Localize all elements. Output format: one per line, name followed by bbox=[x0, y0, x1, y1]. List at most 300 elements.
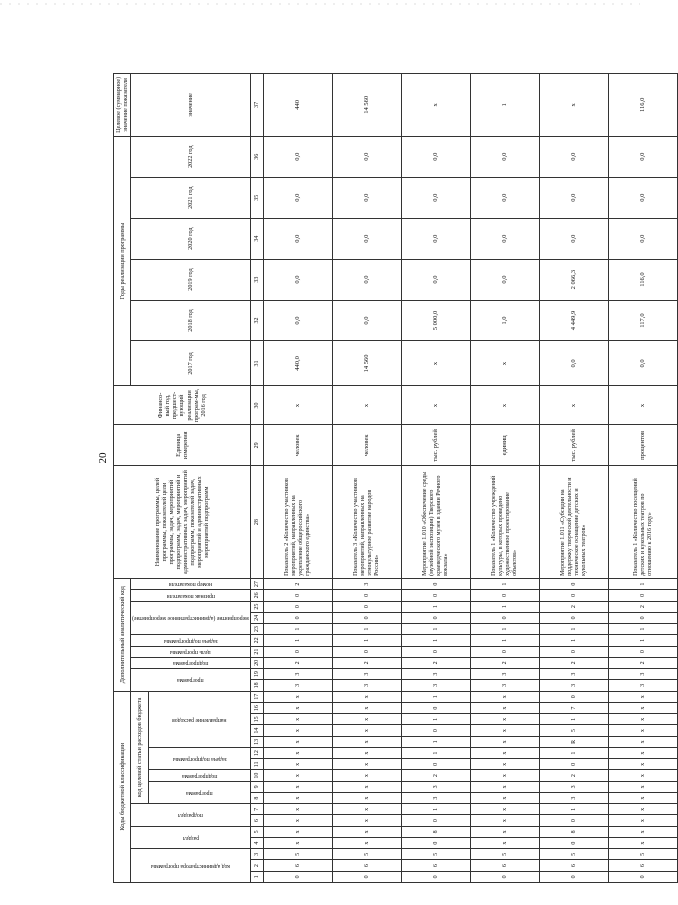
column-number: 18 bbox=[251, 680, 264, 691]
code-cell: 0 bbox=[402, 590, 471, 601]
table-row bbox=[540, 74, 609, 883]
column-number: 17 bbox=[251, 691, 264, 702]
column-number: 16 bbox=[251, 703, 264, 714]
column-number: 7 bbox=[251, 804, 264, 815]
code-cell: 6 bbox=[264, 860, 333, 871]
code-cell: х bbox=[471, 725, 540, 736]
code-cell: 2 bbox=[264, 578, 333, 589]
code-cell: 0 bbox=[402, 612, 471, 623]
code-cell: х bbox=[333, 714, 402, 725]
code-cell: х bbox=[333, 725, 402, 736]
table-row bbox=[264, 74, 333, 883]
code-cell: 0 bbox=[609, 612, 678, 623]
header-subsection-label: подраздел bbox=[178, 812, 204, 819]
code-cell: 5 bbox=[540, 849, 609, 860]
code-cell: 5 bbox=[402, 849, 471, 860]
row-year-value: х bbox=[471, 341, 540, 386]
row-target-value: х bbox=[540, 74, 609, 137]
row-year-value: 0,0 bbox=[540, 341, 609, 386]
code-cell: 0 bbox=[609, 871, 678, 882]
header-task-subprogram bbox=[149, 748, 251, 771]
column-number: 1 bbox=[251, 871, 264, 882]
code-cell: 3 bbox=[333, 578, 402, 589]
code-cell: 0 bbox=[402, 871, 471, 882]
code-cell: 0 bbox=[333, 871, 402, 882]
row-year-value: 0,0 bbox=[402, 177, 471, 218]
code-cell: 3 bbox=[402, 793, 471, 804]
code-cell: х bbox=[609, 725, 678, 736]
row-year-value: 0,0 bbox=[471, 218, 540, 259]
code-cell: 0 bbox=[540, 815, 609, 826]
code-cell: х bbox=[471, 838, 540, 849]
row-year-value: 0,0 bbox=[471, 259, 540, 300]
code-cell: 1 bbox=[609, 635, 678, 646]
code-cell: 1 bbox=[540, 804, 609, 815]
header-year-3: 2019 год bbox=[131, 259, 251, 300]
row-year-value: 0,0 bbox=[609, 341, 678, 386]
code-cell: х bbox=[471, 770, 540, 781]
header-program-goal-label: цель программы bbox=[170, 648, 211, 655]
row-name: Показатель 3 «Количество участников мероприятий, направленных на этнокультурное развитие народов России» bbox=[333, 466, 402, 579]
header-event-label: мероприятие (административное мероприятие) bbox=[132, 615, 250, 622]
row-year-value: 0,0 bbox=[540, 218, 609, 259]
code-cell: х bbox=[264, 748, 333, 759]
row-base-year: х bbox=[402, 386, 471, 425]
row-year-value: 4 449,9 bbox=[540, 300, 609, 341]
code-cell: 0 bbox=[540, 759, 609, 770]
code-cell: 0 bbox=[471, 612, 540, 623]
code-cell: 3 bbox=[540, 669, 609, 680]
row-year-value: 0,0 bbox=[402, 259, 471, 300]
code-cell: 6 bbox=[402, 860, 471, 871]
table-row bbox=[333, 74, 402, 883]
code-cell: х bbox=[609, 748, 678, 759]
code-cell: 2 bbox=[540, 657, 609, 668]
code-cell: 0 bbox=[540, 578, 609, 589]
row-unit: человек bbox=[264, 425, 333, 466]
header-indicator-type-label: признак показателя bbox=[166, 592, 215, 599]
code-cell: х bbox=[264, 838, 333, 849]
code-cell: 3 bbox=[402, 669, 471, 680]
row-year-value: 0,0 bbox=[333, 177, 402, 218]
code-cell: х bbox=[609, 804, 678, 815]
column-number: 2 bbox=[251, 860, 264, 871]
column-number: 11 bbox=[251, 759, 264, 770]
code-cell: 3 bbox=[540, 680, 609, 691]
row-year-value: 1,0 bbox=[471, 300, 540, 341]
code-cell: х bbox=[471, 826, 540, 837]
code-cell: х bbox=[609, 759, 678, 770]
column-number: 27 bbox=[251, 578, 264, 589]
code-cell: 0 bbox=[264, 612, 333, 623]
header-year-4: 2020 год bbox=[131, 218, 251, 259]
row-year-value: 0,0 bbox=[333, 218, 402, 259]
column-number: 10 bbox=[251, 770, 264, 781]
column-number: 13 bbox=[251, 736, 264, 747]
header-task bbox=[131, 635, 251, 646]
code-cell: 0 bbox=[540, 691, 609, 702]
code-cell: 3 bbox=[333, 669, 402, 680]
code-cell: 5 bbox=[333, 849, 402, 860]
row-name: Мероприятие 1.010 «Обеспечение среды (музейной экспозиции) Тверского краеведческого музея в здании Речного вокзала» bbox=[402, 466, 471, 579]
code-cell: 0 bbox=[333, 590, 402, 601]
column-number: 26 bbox=[251, 590, 264, 601]
header-expense-direction bbox=[149, 691, 251, 747]
header-add-subprogram bbox=[131, 657, 251, 668]
row-year-value: 440,0 bbox=[264, 341, 333, 386]
row-year-value: 0,0 bbox=[609, 136, 678, 177]
row-year-value: 117,0 bbox=[609, 300, 678, 341]
row-year-value: 0,0 bbox=[402, 218, 471, 259]
column-number: 21 bbox=[251, 646, 264, 657]
header-name: Наименование программы, целей программы, показателей цели программы, задач, мероприятий подпрограмм, задач, мероприятий и административных задач, мероприятий подпрограмм, показателей задач, мероприятий и административных мероприятий подпрограмм bbox=[114, 466, 251, 579]
code-cell: 3 bbox=[471, 680, 540, 691]
code-cell: 1 bbox=[402, 748, 471, 759]
header-expense-direction-label: направление расходов bbox=[172, 716, 227, 723]
column-number: 8 bbox=[251, 793, 264, 804]
row-base-year: х bbox=[471, 386, 540, 425]
header-program-years: Годы реализации программы bbox=[114, 136, 131, 386]
code-cell: 0 bbox=[471, 871, 540, 882]
row-name: Показатель 1 «Количество учреждений культуры, в которых проведено художественное проектирование объектов» bbox=[471, 466, 540, 579]
table-row bbox=[402, 74, 471, 883]
row-unit: человек bbox=[333, 425, 402, 466]
code-cell: 0 bbox=[333, 601, 402, 612]
code-cell: х bbox=[609, 770, 678, 781]
code-cell: 0 bbox=[540, 838, 609, 849]
header-event bbox=[131, 601, 251, 635]
header-indicator-number-label: номер показателя bbox=[169, 581, 213, 588]
column-number: 4 bbox=[251, 838, 264, 849]
header-subprogram-label: подпрограмма bbox=[181, 772, 218, 779]
column-number: 23 bbox=[251, 624, 264, 635]
code-cell: 1 bbox=[540, 714, 609, 725]
code-cell: 6 bbox=[540, 860, 609, 871]
header-indicator-number bbox=[131, 578, 251, 589]
code-cell: х bbox=[471, 793, 540, 804]
budget-program-table bbox=[113, 73, 678, 883]
code-cell: 3 bbox=[471, 669, 540, 680]
column-number: 5 bbox=[251, 826, 264, 837]
code-cell: х bbox=[264, 759, 333, 770]
code-cell: х bbox=[264, 815, 333, 826]
column-number: 12 bbox=[251, 748, 264, 759]
code-cell: 0 bbox=[609, 646, 678, 657]
code-cell: 3 bbox=[402, 781, 471, 792]
code-cell: 0 bbox=[264, 601, 333, 612]
column-number: 24 bbox=[251, 612, 264, 623]
row-year-value: 0,0 bbox=[264, 259, 333, 300]
row-unit: тыс. рублей bbox=[402, 425, 471, 466]
code-cell: 0 bbox=[402, 725, 471, 736]
code-cell: х bbox=[333, 781, 402, 792]
code-cell: х bbox=[471, 781, 540, 792]
column-number: 6 bbox=[251, 815, 264, 826]
column-number: 31 bbox=[251, 341, 264, 386]
code-cell: х bbox=[609, 826, 678, 837]
code-cell: 3 bbox=[402, 680, 471, 691]
code-cell: 2 bbox=[264, 657, 333, 668]
code-cell: х bbox=[609, 736, 678, 747]
code-cell: 2 bbox=[540, 770, 609, 781]
rotated-landscape-page bbox=[113, 73, 653, 883]
code-cell: х bbox=[333, 815, 402, 826]
code-cell: 0 bbox=[540, 871, 609, 882]
column-number: 25 bbox=[251, 601, 264, 612]
header-subsection bbox=[131, 804, 251, 827]
code-cell: х bbox=[264, 781, 333, 792]
row-base-year: х bbox=[540, 386, 609, 425]
code-cell: х bbox=[609, 838, 678, 849]
code-cell: 2 bbox=[402, 770, 471, 781]
code-cell: 1 bbox=[402, 601, 471, 612]
header-base-year: Финансо-вый год, предшест-вующий реализации програм-мы, 2016 год bbox=[114, 386, 251, 425]
column-number: 35 bbox=[251, 177, 264, 218]
row-target-value: 440 bbox=[264, 74, 333, 137]
code-cell: х bbox=[471, 815, 540, 826]
code-cell: 5 bbox=[471, 849, 540, 860]
header-target-article: код целевой статьи расходов бюджета bbox=[131, 691, 149, 804]
code-cell: 3 bbox=[264, 680, 333, 691]
header-indicator-type bbox=[131, 590, 251, 601]
code-cell: х bbox=[333, 793, 402, 804]
code-cell: х bbox=[471, 714, 540, 725]
code-cell: х bbox=[264, 804, 333, 815]
code-cell: 0 bbox=[540, 646, 609, 657]
code-cell: х bbox=[333, 703, 402, 714]
code-cell: 6 bbox=[471, 860, 540, 871]
row-year-value: 0,0 bbox=[333, 300, 402, 341]
code-cell: х bbox=[471, 748, 540, 759]
code-cell: х bbox=[264, 725, 333, 736]
row-year-value: 0,0 bbox=[264, 218, 333, 259]
column-number: 3 bbox=[251, 849, 264, 860]
scan-edge-noise bbox=[0, 0, 640, 8]
code-cell: 0 bbox=[264, 590, 333, 601]
code-cell: х bbox=[333, 770, 402, 781]
code-cell: х bbox=[471, 691, 540, 702]
code-cell: 5 bbox=[264, 849, 333, 860]
row-year-value: 0,0 bbox=[609, 218, 678, 259]
code-cell: R bbox=[540, 736, 609, 747]
row-year-value: 0,0 bbox=[264, 136, 333, 177]
code-cell: х bbox=[609, 781, 678, 792]
row-year-value: 0,0 bbox=[540, 177, 609, 218]
code-cell: 1 bbox=[609, 624, 678, 635]
column-number: 32 bbox=[251, 300, 264, 341]
row-target-value: 1 bbox=[471, 74, 540, 137]
code-cell: 1 bbox=[471, 578, 540, 589]
row-year-value: 0,0 bbox=[540, 136, 609, 177]
column-number: 29 bbox=[251, 425, 264, 466]
code-cell: х bbox=[333, 691, 402, 702]
code-cell: х bbox=[471, 736, 540, 747]
code-cell: х bbox=[333, 826, 402, 837]
column-number: 33 bbox=[251, 259, 264, 300]
column-number: 34 bbox=[251, 218, 264, 259]
code-cell: 3 bbox=[333, 680, 402, 691]
code-cell: 1 bbox=[402, 691, 471, 702]
code-cell: 0 bbox=[402, 815, 471, 826]
row-unit: тыс. рублей bbox=[540, 425, 609, 466]
code-cell: 1 bbox=[402, 714, 471, 725]
row-target-value: х bbox=[402, 74, 471, 137]
header-year-2: 2018 год bbox=[131, 300, 251, 341]
code-cell: 5 bbox=[540, 725, 609, 736]
code-cell: 2 bbox=[402, 657, 471, 668]
code-cell: 3 bbox=[264, 669, 333, 680]
row-year-value: 0,0 bbox=[333, 259, 402, 300]
header-task-label: задача подпрограммы bbox=[163, 637, 218, 644]
code-cell: х bbox=[264, 714, 333, 725]
code-cell: 2 bbox=[333, 657, 402, 668]
code-cell: 1 bbox=[402, 635, 471, 646]
column-number: 36 bbox=[251, 136, 264, 177]
column-number: 37 bbox=[251, 74, 264, 137]
code-cell: х bbox=[333, 736, 402, 747]
code-cell: 0 bbox=[471, 590, 540, 601]
code-cell: 3 bbox=[540, 793, 609, 804]
code-cell: 2 bbox=[609, 601, 678, 612]
header-subprogram bbox=[149, 770, 251, 781]
code-cell: х bbox=[264, 703, 333, 714]
row-target-value: 14 560 bbox=[333, 74, 402, 137]
code-cell: 1 bbox=[264, 624, 333, 635]
table-row bbox=[609, 74, 678, 883]
header-year-6: 2022 год bbox=[131, 136, 251, 177]
column-number: 19 bbox=[251, 669, 264, 680]
code-cell: 6 bbox=[333, 860, 402, 871]
code-cell: х bbox=[333, 759, 402, 770]
code-cell: 0 bbox=[471, 646, 540, 657]
code-cell: 0 bbox=[402, 646, 471, 657]
column-number: 9 bbox=[251, 781, 264, 792]
code-cell: 0 bbox=[540, 590, 609, 601]
table-row bbox=[471, 74, 540, 883]
header-target-sub: значение bbox=[131, 74, 251, 137]
code-cell: х bbox=[264, 770, 333, 781]
row-year-value: 0,0 bbox=[264, 300, 333, 341]
header-add-subprogram-label: подпрограмма bbox=[172, 660, 209, 667]
code-cell: 0 bbox=[333, 612, 402, 623]
code-cell: 3 bbox=[609, 680, 678, 691]
code-cell: 8 bbox=[540, 826, 609, 837]
header-budget-classification: Коды бюджетной классификации bbox=[114, 691, 131, 882]
code-cell: 1 bbox=[333, 624, 402, 635]
code-cell: 5 bbox=[609, 849, 678, 860]
header-task-subprogram-label: задача подпрограммы bbox=[172, 756, 227, 763]
code-cell: 1 bbox=[402, 804, 471, 815]
code-cell: 1 bbox=[609, 578, 678, 589]
row-year-value: 0,0 bbox=[471, 177, 540, 218]
code-cell: х bbox=[471, 759, 540, 770]
code-cell: 2 bbox=[609, 657, 678, 668]
header-unit: Единица измерения bbox=[114, 425, 251, 466]
code-cell: х bbox=[333, 838, 402, 849]
row-year-value: х bbox=[402, 341, 471, 386]
code-cell: 0 bbox=[609, 590, 678, 601]
code-cell: 3 bbox=[609, 669, 678, 680]
header-add-program-label: программа bbox=[177, 677, 204, 684]
header-target-value: Целевое (суммарное) значение показателя bbox=[114, 74, 131, 137]
code-cell: х bbox=[333, 748, 402, 759]
row-year-value: 0,0 bbox=[333, 136, 402, 177]
row-year-value: 116,0 bbox=[609, 259, 678, 300]
code-cell: 1 bbox=[264, 635, 333, 646]
code-cell: 0 bbox=[402, 703, 471, 714]
header-add-program bbox=[131, 669, 251, 692]
header-year-1: 2017 год bbox=[131, 341, 251, 386]
row-unit: процентов bbox=[609, 425, 678, 466]
header-section bbox=[131, 826, 251, 849]
page-number: 20 bbox=[97, 452, 109, 464]
code-cell: 2 bbox=[540, 601, 609, 612]
row-year-value: 0,0 bbox=[402, 136, 471, 177]
code-cell: х bbox=[264, 736, 333, 747]
row-unit: единиц bbox=[471, 425, 540, 466]
code-cell: х bbox=[333, 804, 402, 815]
code-cell: 1 bbox=[471, 635, 540, 646]
code-cell: 8 bbox=[402, 826, 471, 837]
row-year-value: 14 560 bbox=[333, 341, 402, 386]
code-cell: 1 bbox=[471, 624, 540, 635]
header-section-label: раздел bbox=[182, 834, 199, 841]
code-cell: 0 bbox=[402, 838, 471, 849]
code-cell: 7 bbox=[540, 703, 609, 714]
code-cell: 1 bbox=[540, 748, 609, 759]
code-cell: 6 bbox=[609, 860, 678, 871]
code-cell: х bbox=[471, 703, 540, 714]
code-cell: х bbox=[471, 804, 540, 815]
row-target-value: 116,0 bbox=[609, 74, 678, 137]
code-cell: 1 bbox=[402, 736, 471, 747]
code-cell: х bbox=[609, 793, 678, 804]
code-cell: 0 bbox=[402, 759, 471, 770]
row-year-value: 0,0 bbox=[609, 177, 678, 218]
code-cell: 1 bbox=[402, 624, 471, 635]
header-admin-code-label: код администратора программы bbox=[151, 862, 231, 869]
row-base-year: х bbox=[333, 386, 402, 425]
row-name: Показатель 2 «Количество участников мероприятий, направленных на укрепление общероссийского гражданского единства» bbox=[264, 466, 333, 579]
code-cell: 0 bbox=[264, 871, 333, 882]
header-additional-code: Дополнительный аналитический код bbox=[114, 578, 131, 691]
code-cell: 0 bbox=[333, 646, 402, 657]
row-base-year: х bbox=[609, 386, 678, 425]
code-cell: 0 bbox=[402, 578, 471, 589]
column-number: 15 bbox=[251, 714, 264, 725]
code-cell: х bbox=[264, 691, 333, 702]
column-number: 28 bbox=[251, 466, 264, 579]
column-number: 20 bbox=[251, 657, 264, 668]
row-year-value: 5 000,0 bbox=[402, 300, 471, 341]
header-program-goal bbox=[131, 646, 251, 657]
code-cell: х bbox=[609, 703, 678, 714]
row-name: Показатель 1 «Количество посещений детских и кукольных театров по отношению к 2016 году» bbox=[609, 466, 678, 579]
code-cell: 1 bbox=[540, 635, 609, 646]
code-cell: х bbox=[609, 815, 678, 826]
code-cell: 0 bbox=[540, 612, 609, 623]
column-number: 14 bbox=[251, 725, 264, 736]
code-cell: х bbox=[609, 714, 678, 725]
code-cell: х bbox=[609, 691, 678, 702]
code-cell: 2 bbox=[471, 657, 540, 668]
code-cell: 1 bbox=[471, 601, 540, 612]
row-name: Мероприятие 1.011 «Субсидии на поддержку творческой деятельности и техническое оснащение детских и кукольных театров» bbox=[540, 466, 609, 579]
code-cell: х bbox=[264, 826, 333, 837]
header-program-label: программа bbox=[186, 789, 213, 796]
row-base-year: х bbox=[264, 386, 333, 425]
header-admin-code bbox=[131, 849, 251, 883]
